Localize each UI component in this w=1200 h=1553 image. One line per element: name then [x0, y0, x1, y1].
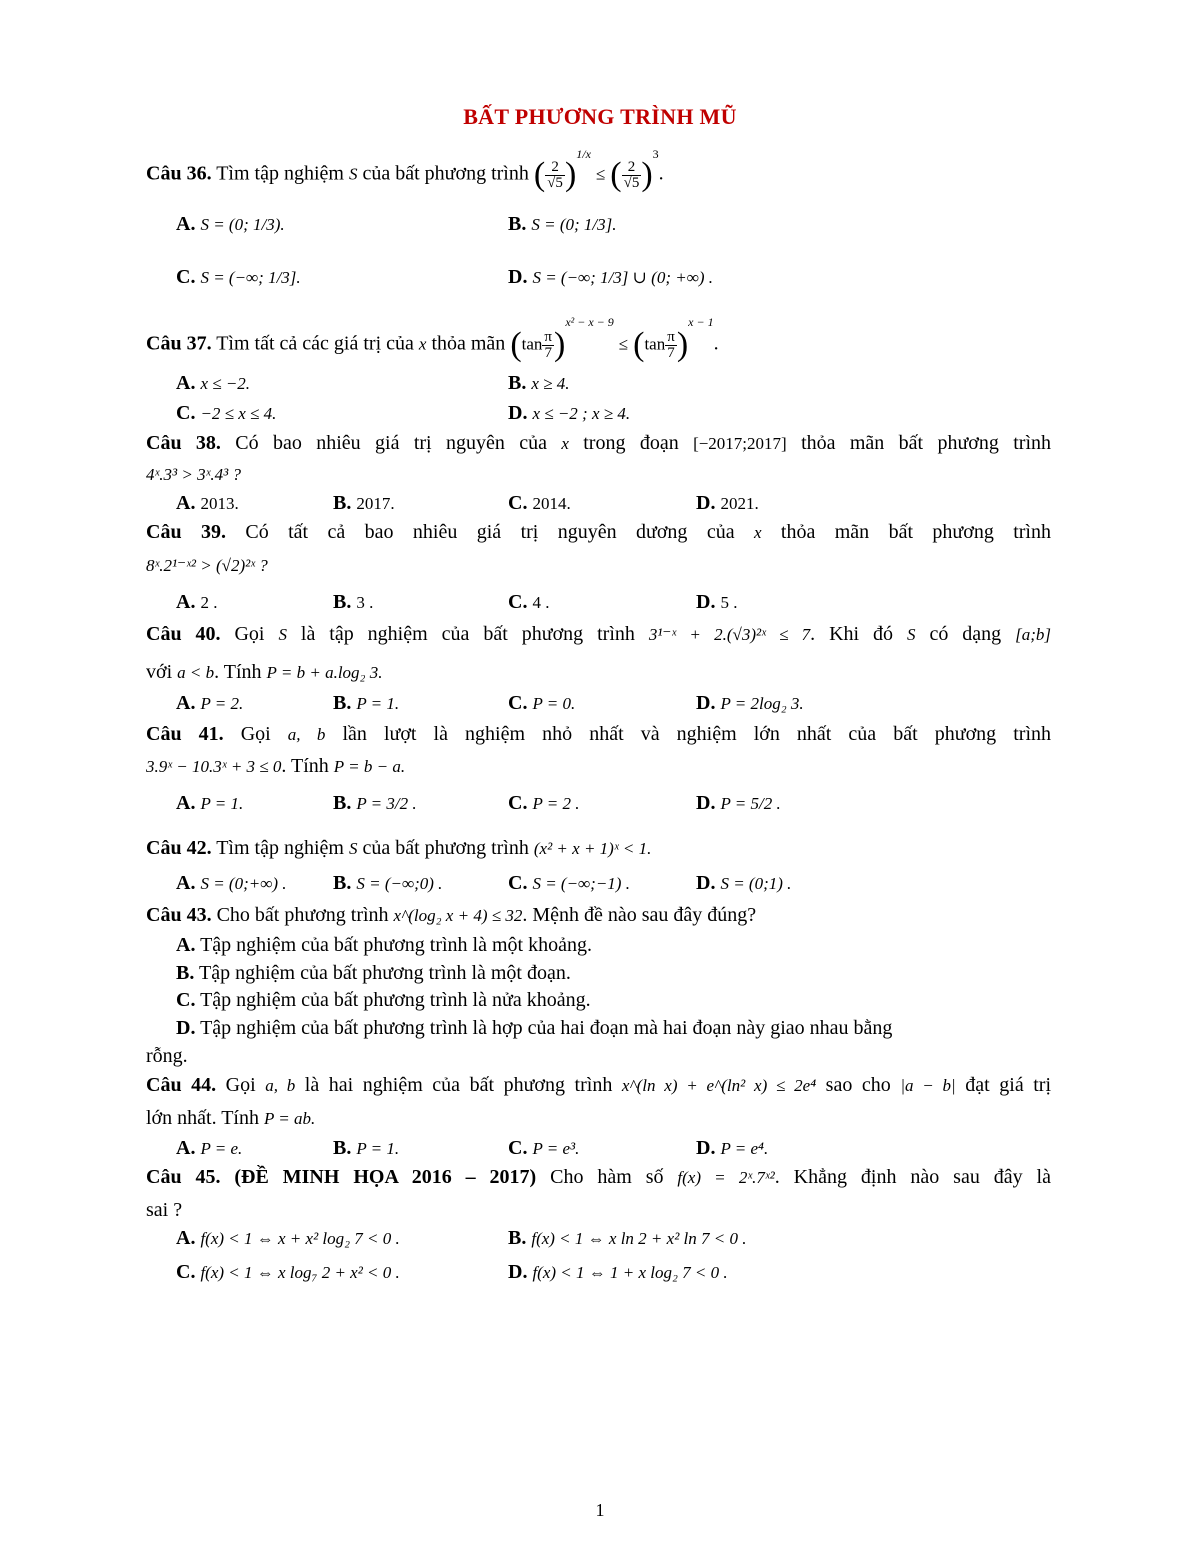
question-41-line2: 3.9ˣ − 10.3ˣ + 3 ≤ 0. Tính P = b − a. — [146, 755, 406, 777]
question-38: Câu 38. Có bao nhiêu giá trị nguyên của x trong đoạn [−2017;2017] thỏa mãn bất phương trình — [146, 432, 1051, 454]
question-36: Câu 36. Tìm tập nghiệm S của bất phương trình ( $\frac{2}{√5}$ )$^{1/x}$ ≤ ( $\frac{2}{√5}$ )$^3$. — [146, 147, 664, 194]
option-39a: A. 2 . — [176, 591, 218, 613]
option-44c: C. P = e³. — [508, 1137, 580, 1159]
option-36b: B. S = (0; 1/3]. — [508, 213, 617, 235]
page-number: 1 — [595, 1500, 605, 1520]
question-label: Câu 37. — [146, 332, 212, 355]
option-36d: D. S = (−∞; 1/3] ∪ (0; +∞) . — [508, 266, 713, 288]
option-37c: C. −2 ≤ x ≤ 4. — [176, 402, 277, 424]
page-title: BẤT PHƯƠNG TRÌNH MŨ — [463, 104, 737, 129]
question-45: Câu 45. (ĐỀ MINH HỌA 2016 – 2017) Cho hàm số f(x) = 2ˣ.7ˣ². Khẳng định nào sau đây là — [146, 1166, 1051, 1188]
option-39c: C. 4 . — [508, 591, 550, 613]
question-39-line2: 8ˣ.2¹⁻ˣ² > (√2)²ˣ ? — [146, 556, 268, 575]
question-label: Câu 36. — [146, 162, 212, 185]
question-45-line2: sai ? — [146, 1199, 183, 1221]
option-42a: A. S = (0;+∞) . — [176, 872, 287, 894]
question-38-line2: 4ˣ.3³ > 3ˣ.4³ ? — [146, 465, 242, 484]
option-38c: C. 2014. — [508, 492, 571, 514]
question-40: Câu 40. Gọi S là tập nghiệm của bất phương trình 3¹⁻ˣ + 2.(√3)²ˣ ≤ 7. Khi đó S có dạng [a;b] — [146, 623, 1052, 645]
question-40-line2: với a < b. Tính P = b + a.log₂ 3. — [146, 661, 383, 683]
option-40d: D. P = 2log₂ 3. — [696, 692, 804, 714]
option-44b: B. P = 1. — [333, 1137, 400, 1159]
option-44a: A. P = e. — [176, 1137, 243, 1159]
option-43d-cont: rỗng. — [146, 1045, 188, 1067]
option-37a: A. x ≤ −2. — [176, 372, 251, 394]
option-39b: B. 3 . — [333, 591, 374, 613]
option-36a: A. S = (0; 1/3). — [176, 213, 285, 235]
option-43c: C. Tập nghiệm của bất phương trình là nửa khoảng. — [176, 989, 591, 1011]
option-39d: D. 5 . — [696, 591, 738, 613]
option-45b: B. f(x) < 1 ⇔ x ln 2 + x² ln 7 < 0 . — [508, 1227, 747, 1249]
option-41b: B. P = 3/2 . — [333, 792, 417, 814]
option-43a: A. Tập nghiệm của bất phương trình là một khoảng. — [176, 934, 592, 956]
question-44: Câu 44. Gọi a, b là hai nghiệm của bất phương trình x^(ln x) + e^(ln² x) ≤ 2e⁴ sao cho |a − b| đạt giá trị — [146, 1074, 1052, 1096]
option-45a: A. f(x) < 1 ⇔ x + x² log₂ 7 < 0 . — [176, 1227, 400, 1249]
option-38d: D. 2021. — [696, 492, 759, 514]
option-41a: A. P = 1. — [176, 792, 244, 814]
option-41c: C. P = 2 . — [508, 792, 580, 814]
question-42: Câu 42. Tìm tập nghiệm S của bất phương trình (x² + x + 1)ˣ < 1. — [146, 837, 652, 859]
option-45c: C. f(x) < 1 ⇔ x log₇ 2 + x² < 0 . — [176, 1261, 400, 1283]
option-45d: D. f(x) < 1 ⇔ 1 + x log₂ 7 < 0 . — [508, 1261, 728, 1283]
option-42b: B. S = (−∞;0) . — [333, 872, 443, 894]
option-43b: B. Tập nghiệm của bất phương trình là một đoạn. — [176, 962, 571, 984]
question-37: Câu 37. Tìm tất cả các giá trị của x thỏa mãn (tan $\frac{\pi}{7}$ )$^{x^2 - x - 9}$ ≤ (tan $\frac{\pi}{7}$ )$^{x - 1}$. — [146, 315, 719, 364]
option-42c: C. S = (−∞;−1) . — [508, 872, 630, 894]
option-37d: D. x ≤ −2 ; x ≥ 4. — [508, 402, 631, 424]
question-41: Câu 41. Gọi a, b lần lượt là nghiệm nhỏ nhất và nghiệm lớn nhất của bất phương trình — [146, 723, 1052, 745]
option-42d: D. S = (0;1) . — [696, 872, 792, 894]
option-44d: D. P = e⁴. — [696, 1137, 769, 1159]
option-40c: C. P = 0. — [508, 692, 576, 714]
option-40a: A. P = 2. — [176, 692, 244, 714]
option-36c: C. S = (−∞; 1/3]. — [176, 266, 301, 288]
option-41d: D. P = 5/2 . — [696, 792, 781, 814]
question-43: Câu 43. Cho bất phương trình x^(log₂ x + 4) ≤ 32. Mệnh đề nào sau đây đúng? — [146, 904, 757, 926]
question-39: Câu 39. Có tất cả bao nhiêu giá trị nguyên dương của x thỏa mãn bất phương trình — [146, 521, 1051, 543]
option-40b: B. P = 1. — [333, 692, 400, 714]
question-44-line2: lớn nhất. Tính P = ab. — [146, 1107, 316, 1129]
option-37b: B. x ≥ 4. — [508, 372, 570, 394]
option-38a: A. 2013. — [176, 492, 239, 514]
option-38b: B. 2017. — [333, 492, 395, 514]
option-43d: D. Tập nghiệm của bất phương trình là hợp của hai đoạn mà hai đoạn này giao nhau bằng — [176, 1017, 893, 1039]
